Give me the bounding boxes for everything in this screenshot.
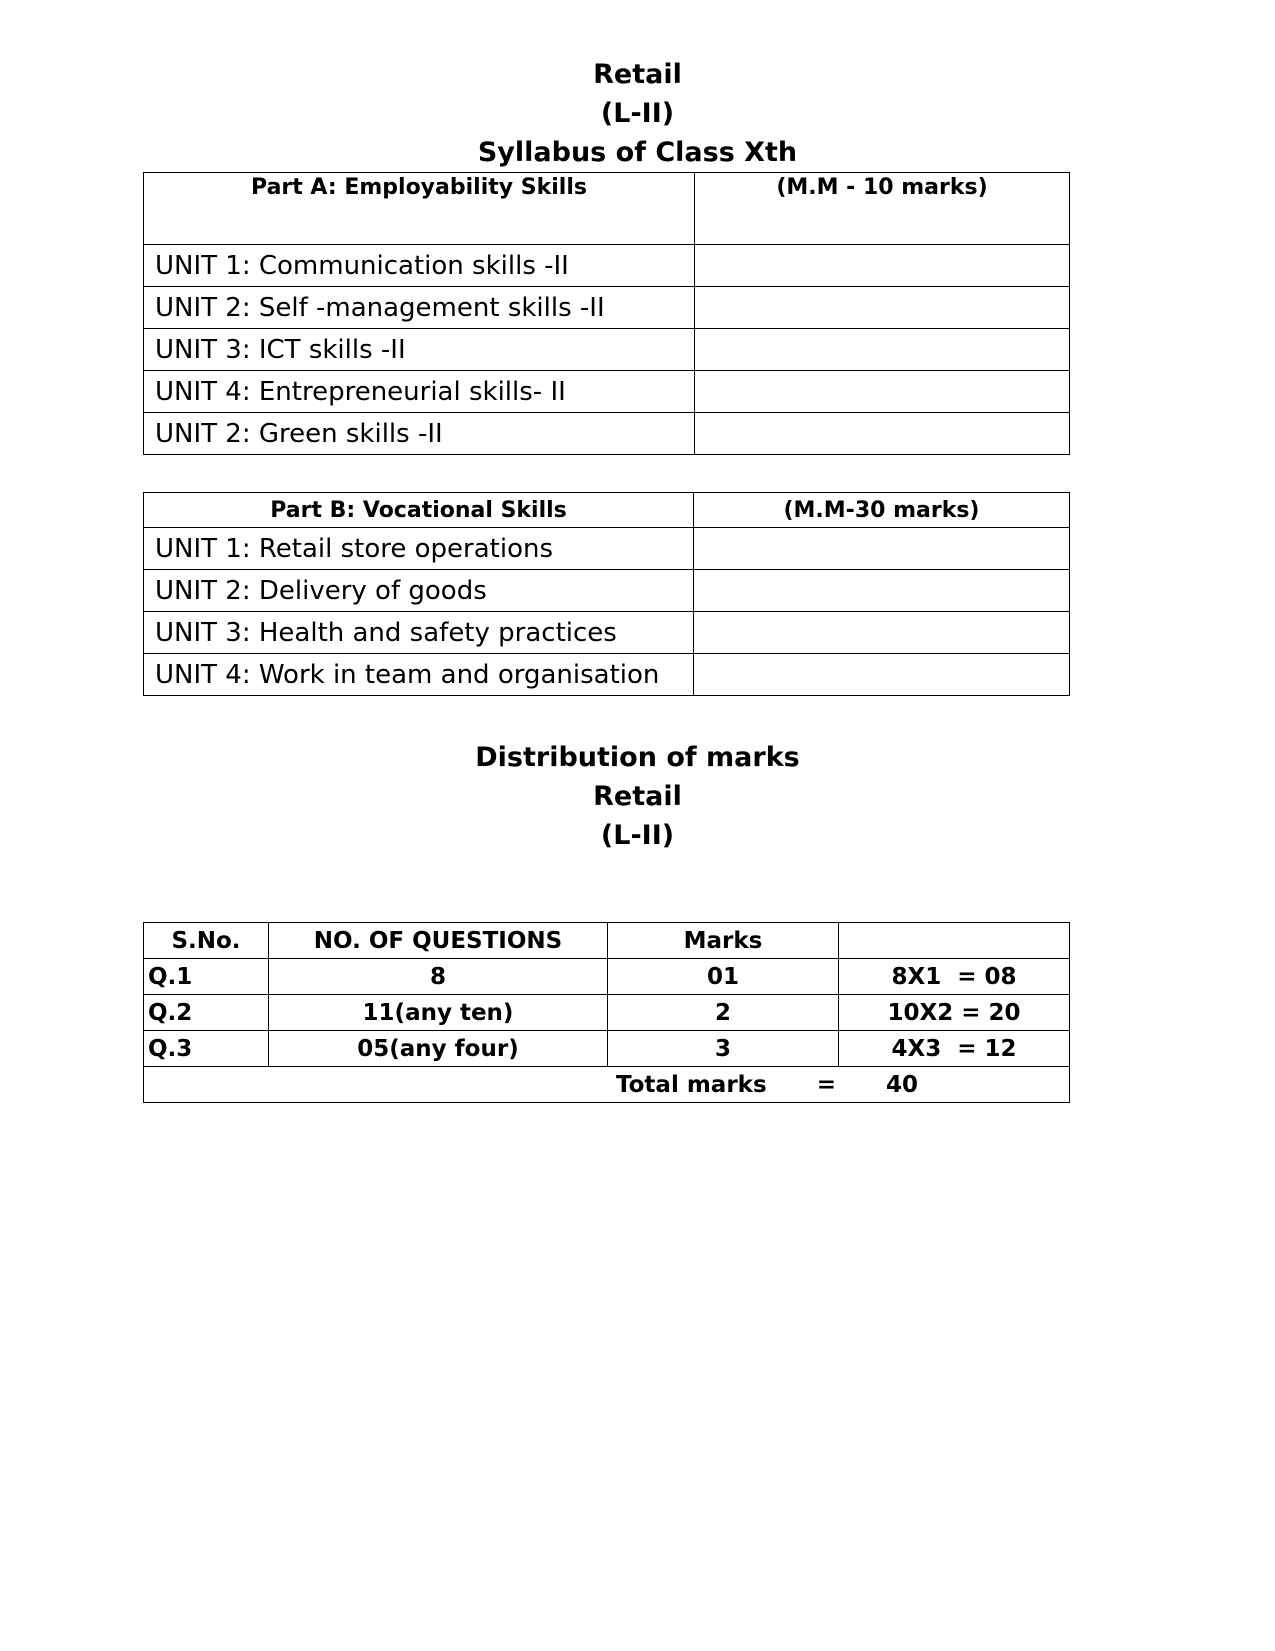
part-a-header-row [144, 173, 1070, 245]
part-a-unit: UNIT 3: ICT skills -II [144, 329, 695, 371]
part-a-unit: UNIT 2: Green skills -II [144, 413, 695, 455]
total-label: Total marks [616, 1071, 767, 1098]
part-a-title: Part A: Employability Skills [144, 173, 695, 245]
part-b-unit-marks [694, 528, 1070, 570]
table-row [144, 654, 1070, 696]
column-header-marks: Marks [608, 923, 839, 959]
distribution-title: Distribution of marks [475, 742, 800, 773]
table-row [144, 287, 1070, 329]
part-a-unit: UNIT 4: Entrepreneurial skills- II [144, 371, 695, 413]
header-syllabus: Syllabus of Class Xth [477, 137, 798, 168]
part-b-unit-marks [694, 612, 1070, 654]
part-b-marks: (M.M-30 marks) [694, 493, 1070, 528]
total-value: 40 [886, 1071, 919, 1098]
part-b-unit-marks [694, 570, 1070, 612]
part-a-unit-marks [695, 371, 1070, 413]
table-row [144, 612, 1070, 654]
cell-sno: Q.1 [144, 959, 269, 995]
part-a-table [143, 172, 1070, 455]
part-a-unit-marks [695, 413, 1070, 455]
part-b-title: Part B: Vocational Skills [144, 493, 694, 528]
column-header-sno: S.No. [144, 923, 269, 959]
cell-sno: Q.2 [144, 995, 269, 1031]
part-a-unit-marks [695, 329, 1070, 371]
part-b-header-row [144, 493, 1070, 528]
cell-marks: 3 [608, 1031, 839, 1067]
column-header-questions: NO. OF QUESTIONS [269, 923, 608, 959]
total-cell [144, 1067, 1070, 1103]
part-b-unit: UNIT 4: Work in team and organisation [144, 654, 694, 696]
cell-calc: 10X2 = 20 [839, 995, 1070, 1031]
part-a-unit-marks [695, 245, 1070, 287]
table-row [144, 371, 1070, 413]
part-b-unit-marks [694, 654, 1070, 696]
part-b-table [143, 492, 1070, 696]
cell-marks: 01 [608, 959, 839, 995]
table-header-row [144, 923, 1070, 959]
table-row [144, 329, 1070, 371]
marks-distribution-table [143, 922, 1070, 1103]
total-row [144, 1067, 1070, 1103]
table-row [144, 528, 1070, 570]
cell-marks: 2 [608, 995, 839, 1031]
table-row [144, 245, 1070, 287]
column-header-calc [839, 923, 1070, 959]
total-equals: = [816, 1071, 836, 1098]
part-b-unit: UNIT 2: Delivery of goods [144, 570, 694, 612]
cell-calc: 8X1 = 08 [839, 959, 1070, 995]
part-a-unit: UNIT 2: Self -management skills -II [144, 287, 695, 329]
distribution-subject: Retail [593, 781, 682, 812]
header-level: (L-II) [600, 98, 675, 129]
part-a-marks: (M.M - 10 marks) [695, 173, 1070, 245]
cell-calc: 4X3 = 12 [839, 1031, 1070, 1067]
table-row [144, 413, 1070, 455]
part-a-unit: UNIT 1: Communication skills -II [144, 245, 695, 287]
table-row [144, 1031, 1070, 1067]
header-title: Retail [593, 59, 682, 90]
cell-sno: Q.3 [144, 1031, 269, 1067]
part-b-unit: UNIT 1: Retail store operations [144, 528, 694, 570]
table-row [144, 959, 1070, 995]
table-row [144, 995, 1070, 1031]
part-a-unit-marks [695, 287, 1070, 329]
part-b-unit: UNIT 3: Health and safety practices [144, 612, 694, 654]
table-row [144, 570, 1070, 612]
distribution-level: (L-II) [600, 820, 675, 851]
cell-questions: 8 [269, 959, 608, 995]
cell-questions: 11(any ten) [269, 995, 608, 1031]
cell-questions: 05(any four) [269, 1031, 608, 1067]
